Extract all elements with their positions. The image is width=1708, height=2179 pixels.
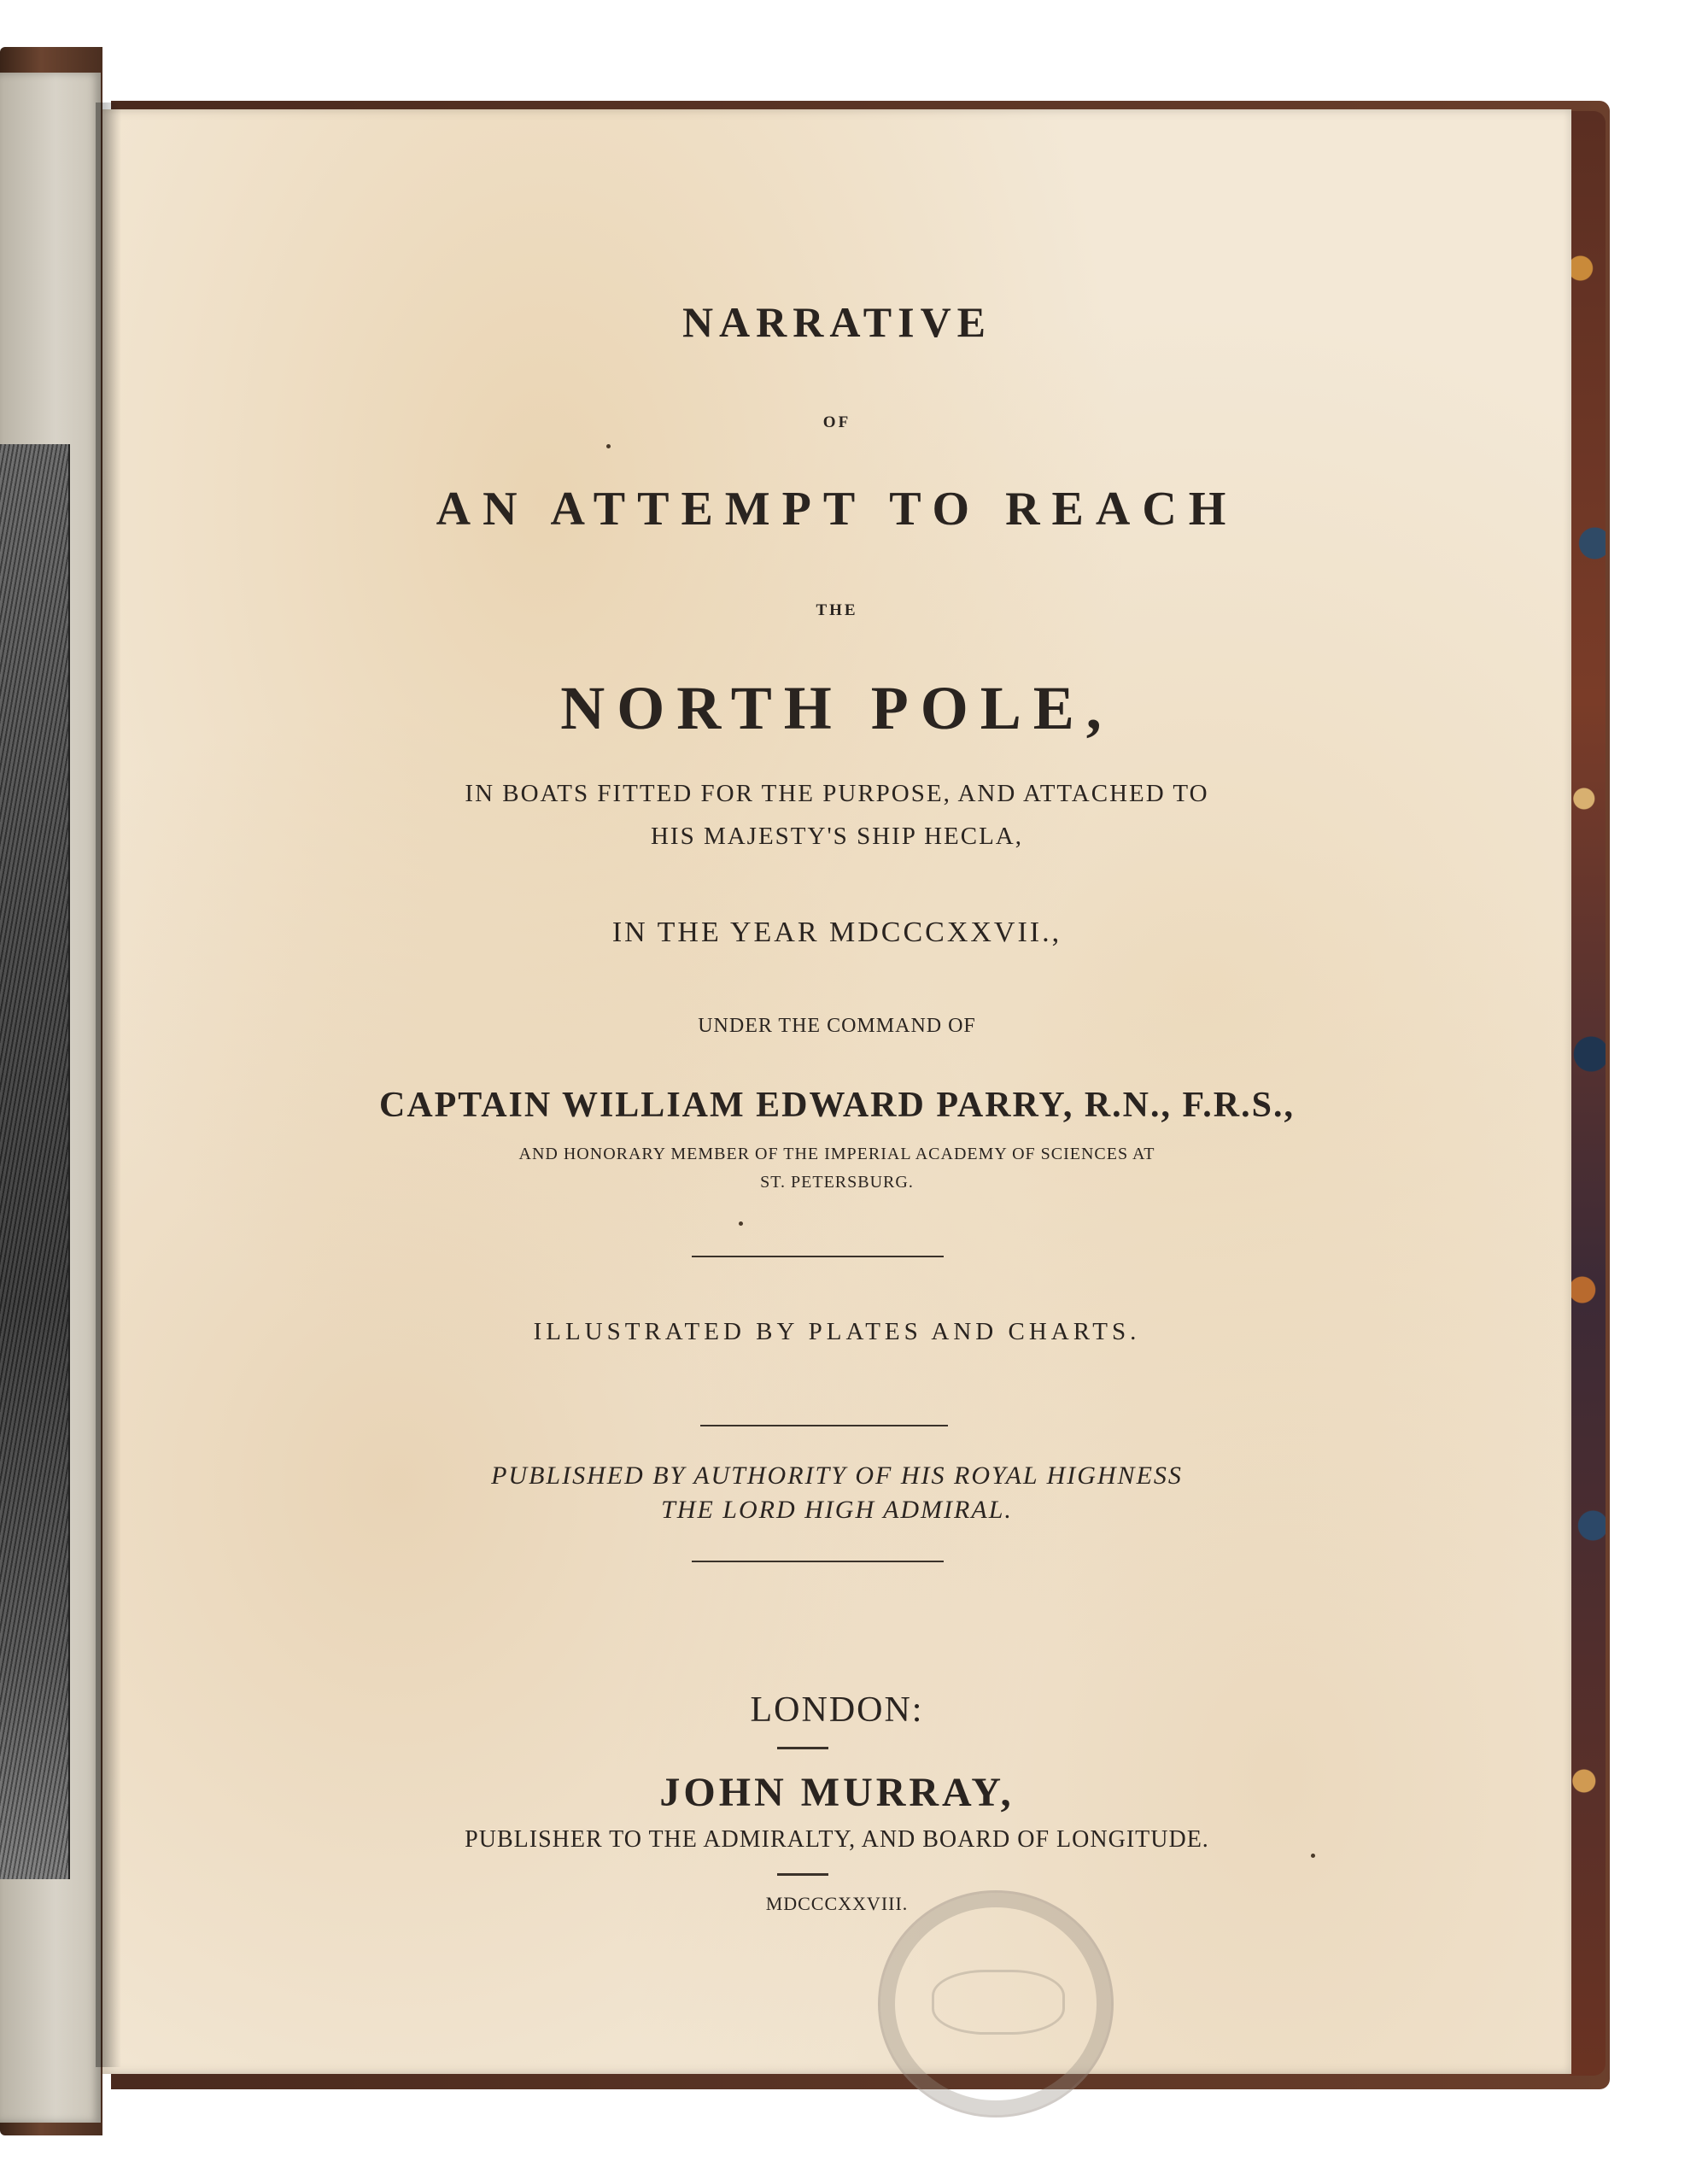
foxing-speck <box>739 1221 743 1226</box>
short-rule <box>777 1873 828 1876</box>
subtitle-boats-line-2: HIS MAJESTY'S SHIP HECLA, <box>650 823 1024 850</box>
subtitle-boats-line-1: IN BOATS FITTED FOR THE PURPOSE, AND ATTACHED TO <box>465 780 1209 807</box>
title-the: THE <box>816 601 858 619</box>
authority-line-2: THE LORD HIGH ADMIRAL. <box>661 1496 1013 1524</box>
author-honorary-line-1: AND HONORARY MEMBER OF THE IMPERIAL ACADEMY OF SCIENCES AT <box>518 1145 1155 1163</box>
authority-line-1: PUBLISHED BY AUTHORITY OF HIS ROYAL HIGHNESS <box>491 1461 1183 1490</box>
title-attempt: AN ATTEMPT TO REACH <box>436 483 1238 536</box>
divider-rule <box>692 1561 944 1562</box>
title-north-pole: NORTH POLE, <box>560 674 1114 742</box>
command-line: UNDER THE COMMAND OF <box>698 1015 976 1037</box>
author-honorary-line-2: ST. PETERSBURG. <box>760 1173 914 1192</box>
gutter-shadow <box>96 103 121 2067</box>
title-page <box>102 109 1571 2074</box>
title-of: OF <box>822 413 851 431</box>
divider-rule <box>692 1256 944 1257</box>
imprint-city: LONDON: <box>750 1690 924 1730</box>
imprint-publisher-role: PUBLISHER TO THE ADMIRALTY, AND BOARD OF LONGITUDE. <box>465 1826 1209 1853</box>
frontispiece-leaf <box>0 73 101 2123</box>
frontispiece-engraving <box>0 444 70 1879</box>
author-name: CAPTAIN WILLIAM EDWARD PARRY, R.N., F.R.S., <box>378 1086 1295 1125</box>
illustrated-note: ILLUSTRATED BY PLATES AND CHARTS. <box>533 1318 1141 1345</box>
imprint-publisher: JOHN MURRAY, <box>659 1770 1015 1815</box>
short-rule <box>777 1747 828 1749</box>
divider-rule <box>700 1425 948 1426</box>
expedition-year: IN THE YEAR MDCCCXXVII., <box>611 917 1062 948</box>
library-stamp-mark <box>878 1890 1114 2117</box>
foxing-speck <box>606 444 611 448</box>
imprint-year: MDCCCXXVIII. <box>765 1893 909 1914</box>
foxing-speck <box>1311 1854 1315 1858</box>
title-narrative: NARRATIVE <box>681 298 992 346</box>
marbled-endpaper-edge <box>1570 111 1606 2076</box>
